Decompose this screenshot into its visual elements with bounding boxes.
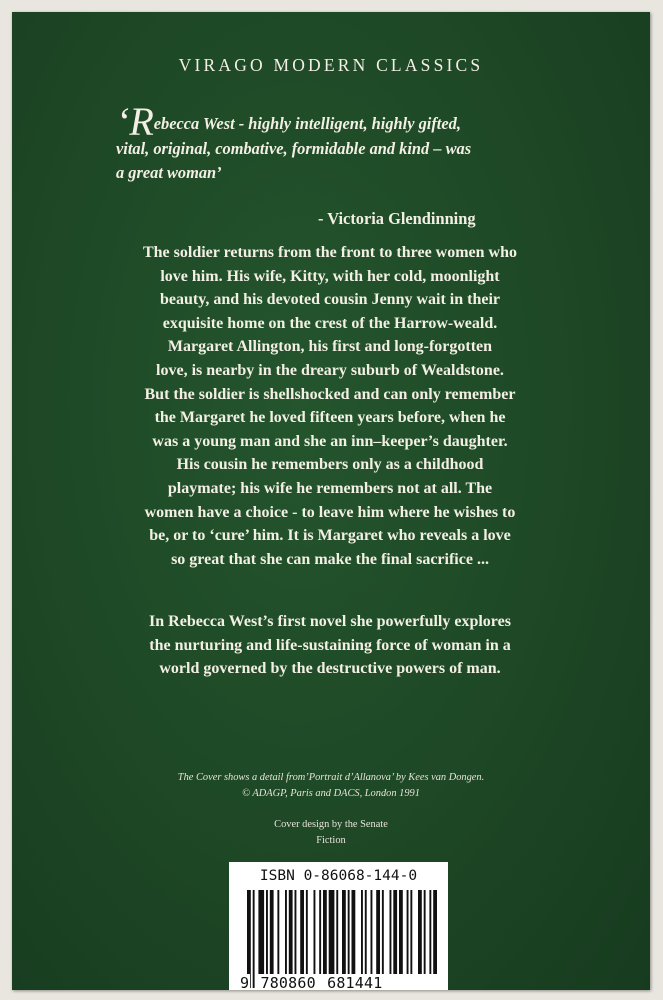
quote-dropcap: ‘R (116, 99, 154, 144)
barcode-bar (382, 890, 384, 974)
ean-digits (239, 974, 445, 990)
design-credit-block (12, 817, 650, 849)
barcode-bar (361, 890, 363, 974)
barcode-bar (300, 890, 304, 974)
series-title: VIRAGO MODERN CLASSICS (178, 55, 484, 75)
barcode-bar (306, 890, 308, 974)
ean-left-group: 780860 (260, 974, 316, 990)
barcode-bar (258, 890, 264, 974)
barcode-bar (289, 890, 293, 974)
barcode-bar (319, 890, 321, 974)
synopsis-line: playmate; his wife he remembers not at all. The (167, 479, 493, 497)
barcode-bar (433, 890, 437, 974)
barcode-bar (329, 890, 335, 974)
book-back-cover (12, 12, 650, 990)
synopsis-line: so great that she can make the final sacrifice ... (171, 550, 489, 568)
barcode-bar (410, 890, 412, 974)
barcode-bar (365, 890, 367, 974)
barcode-bar (270, 890, 274, 974)
synopsis-line: exquisite home on the crest of the Harrow-weald. (162, 314, 498, 332)
synopsis-line: His cousin he remembers only as a childhood (176, 456, 484, 474)
quote-line-text: ebecca West - highly intelligent, highly gifted, (153, 114, 461, 133)
synopsis-line: Margaret Allington, his first and long-forgotten (167, 338, 493, 356)
ean-right-group: 681441 (327, 974, 383, 990)
ean-first-digit: 9 (240, 974, 250, 990)
barcode-bar (323, 890, 327, 974)
cover-art-credit (12, 770, 650, 802)
closing-line: world governed by the destructive powers of man. (159, 660, 501, 678)
synopsis-line: love him. His wife, Kitty, with her cold, moonlight (160, 267, 500, 285)
barcode-bar (424, 890, 426, 974)
isbn-label: ISBN 0-86068-144-0 (259, 868, 418, 884)
barcode-bar (266, 890, 268, 974)
closing-line: In Rebecca West’s first novel she powerfully explores (149, 613, 511, 630)
synopsis-line: be, or to ‘cure’ him. It is Margaret who reveals a love (149, 527, 511, 545)
barcode-bar (371, 890, 373, 974)
review-quote (116, 99, 636, 186)
closing-paragraph (125, 610, 535, 681)
synopsis-line: The soldier returns from the front to three women who (142, 244, 518, 261)
quote-line: a great woman’ (116, 163, 222, 182)
synopsis-line: But the soldier is shellshocked and can only remember (144, 385, 516, 403)
barcode-panel (229, 862, 448, 990)
barcode-bar (376, 890, 380, 974)
synopsis-line: the Margaret he loved fifteen years before, when he (154, 409, 506, 427)
barcode-bar (352, 890, 356, 974)
barcode-bar (295, 890, 297, 974)
synopsis-paragraph (125, 241, 535, 571)
synopsis-line: beauty, and his devoted cousin Jenny wait in their (159, 291, 501, 309)
barcode-bar (390, 890, 392, 974)
barcode-bar (399, 890, 403, 974)
design-credit: Cover design by the Senate (274, 819, 388, 830)
genre-label: Fiction (316, 835, 346, 846)
barcode-bar (336, 890, 338, 974)
barcode-bar (407, 890, 409, 974)
barcode-bar (285, 890, 287, 974)
barcode-bar (342, 890, 346, 974)
cover-art-credit-line: The Cover shows a detail from’Portrait d’Allanova’ by Kees van Dongen. (177, 772, 485, 783)
barcode-bar (429, 890, 431, 974)
synopsis-line: was a young man and she an inn–keeper’s daughter. (152, 432, 508, 450)
barcode-bar (418, 890, 422, 974)
quote-attribution: - Victoria Glendinning (318, 209, 476, 228)
quote-line (116, 99, 636, 144)
copyright-line: © ADAGP, Paris and DACS, London 1991 (242, 788, 420, 799)
barcode-bar (314, 890, 316, 974)
barcode-bar (393, 890, 397, 974)
synopsis-line: love, is nearby in the dreary suburb of Wealdstone. (156, 361, 504, 379)
quote-line: vital, original, combative, formidable and kind – was (116, 138, 472, 158)
closing-line: the nurturing and life-sustaining force of woman in a (149, 636, 511, 654)
synopsis-line: women have a choice - to leave him where he wishes to (144, 503, 516, 521)
barcode-bar (277, 890, 279, 974)
